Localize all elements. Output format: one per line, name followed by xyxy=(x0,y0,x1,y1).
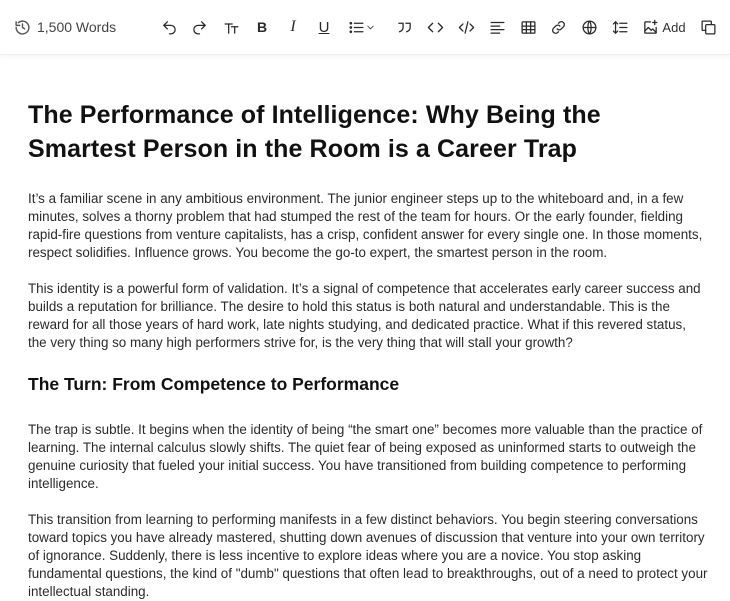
add-image-icon xyxy=(642,19,659,36)
redo-button[interactable] xyxy=(189,16,209,38)
section-heading[interactable]: The Turn: From Competence to Performance xyxy=(28,374,400,394)
table-icon xyxy=(520,19,537,36)
paragraph-1[interactable]: It’s a familiar scene in any ambitious environment. The junior engineer steps up to the whiteboard and, in a few minutes, solves a thorny problem that had stumped the rest of the team for hours. Or the early founder, fielding rapid-fire questions from venture capitalists, has a crisp, confident answer for every single one. In those moments, respect solidifies. Influence grows. You become the go-to expert, the smartest person in the room. xyxy=(28,191,703,260)
line-height-button[interactable] xyxy=(610,16,630,38)
document-title[interactable]: The Performance of Intelligence: Why Being the Smartest Person in the Room is a Career Trap xyxy=(28,101,601,163)
add-label: Add xyxy=(662,19,686,35)
add-image-button[interactable] xyxy=(642,16,686,38)
list-icon xyxy=(348,19,365,36)
quote-button[interactable] xyxy=(393,16,415,38)
line-height-icon xyxy=(612,19,629,36)
paragraph-4[interactable]: This transition from learning to performing manifests in a few distinct behaviors. You begin steering conversations toward topics you have already mastered, shutting down avenues of discussion that venture into your own territory of ignorance. Suddenly, there is less incentive to explore ideas where you are a novice. You stop asking fundamental questions, the kind of "dumb" questions that often lead to breakthroughs, out of a need to protect your intellectual standing. xyxy=(28,512,708,599)
code-inline-button[interactable] xyxy=(425,16,445,38)
undo-button[interactable] xyxy=(159,16,179,38)
word-count[interactable] xyxy=(14,17,116,37)
link-button[interactable] xyxy=(548,16,568,38)
document-body[interactable] xyxy=(28,98,708,601)
code-block-icon xyxy=(458,19,475,36)
bold-icon: B xyxy=(256,19,268,35)
word-count-label: 1,500 Words xyxy=(37,19,117,35)
underline-button[interactable] xyxy=(315,16,333,38)
text-size-icon xyxy=(223,19,240,36)
align-button[interactable] xyxy=(487,16,507,38)
undo-icon xyxy=(161,19,178,36)
link-icon xyxy=(550,19,567,36)
editor-toolbar xyxy=(0,0,730,55)
code-block-button[interactable] xyxy=(456,16,476,38)
globe-icon xyxy=(581,19,598,36)
code-icon xyxy=(427,19,444,36)
underline-icon: U xyxy=(318,18,330,36)
list-dropdown-button[interactable] xyxy=(346,16,378,38)
bold-button[interactable] xyxy=(253,16,271,38)
align-left-icon xyxy=(489,19,506,36)
italic-icon: I xyxy=(290,18,296,35)
history-icon xyxy=(14,19,31,36)
redo-icon xyxy=(191,19,208,36)
chevron-down-icon xyxy=(365,22,376,33)
italic-button[interactable] xyxy=(284,16,302,38)
table-button[interactable] xyxy=(518,16,538,38)
paragraph-3[interactable]: The trap is subtle. It begins when the identity of being “the smart one” becomes more valuable than the practice of learning. The internal calculus slowly shifts. The quiet fear of being exposed as uninformed starts to outweigh the genuine curiosity that fueled your initial success. You have transitioned from building competence to performing intelligence. xyxy=(28,422,703,491)
quote-icon xyxy=(396,19,413,36)
language-button[interactable] xyxy=(579,16,599,38)
paragraph-2[interactable]: This identity is a powerful form of validation. It’s a signal of competence that accelerates early career success and builds a reputation for brilliance. The desire to hold this status is both natural and understandable. This is the reward for all those years of hard work, late nights studying, and dedicated practice. What if this revered status, the very thing so many high performers strive for, is the very thing that will stall your growth? xyxy=(28,281,701,350)
copy-button[interactable] xyxy=(698,16,718,38)
copy-icon xyxy=(700,19,717,36)
text-size-button[interactable] xyxy=(220,16,242,38)
